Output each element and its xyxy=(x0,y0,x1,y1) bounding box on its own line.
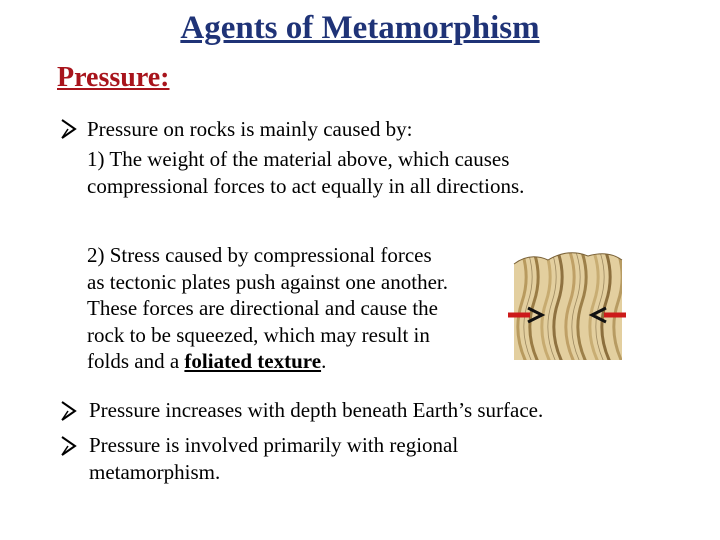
point-weight-line: 1) The weight of the material above, which causes xyxy=(87,147,510,171)
slide-title: Agents of Metamorphism xyxy=(180,10,540,46)
arrow-bullet-icon xyxy=(60,435,78,457)
arrow-bullet-icon xyxy=(60,118,78,140)
folded-rock-strata-illustration xyxy=(508,242,626,362)
arrow-bullet-icon xyxy=(60,400,78,422)
bullet-text-regional xyxy=(89,432,458,485)
point-stress-line: as tectonic plates push against one another. xyxy=(87,269,448,294)
bullet-text-causes: Pressure on rocks is mainly caused by: xyxy=(87,117,413,141)
point-stress-line: 2) Stress caused by compressional forces xyxy=(87,243,432,267)
bullet-text-regional-line: Pressure is involved primarily with regional xyxy=(89,433,459,457)
point-weight xyxy=(87,146,524,199)
bullet-text-regional-line: metamorphism. xyxy=(89,459,221,484)
point-stress-line: These forces are directional and cause the xyxy=(87,296,438,320)
point-stress-prefix: folds and a xyxy=(87,349,185,373)
section-heading: Pressure: xyxy=(57,62,170,93)
point-weight-line: compressional forces to act equally in all directions. xyxy=(87,173,525,198)
bullet-text-depth: Pressure increases with depth beneath Earth’s surface. xyxy=(89,398,544,422)
point-stress-line: rock to be squeezed, which may result in xyxy=(87,322,430,347)
foliated-texture-term: foliated texture xyxy=(184,349,322,373)
point-stress-last-line xyxy=(87,348,448,375)
point-stress xyxy=(87,242,448,375)
point-stress-period: . xyxy=(321,349,327,373)
